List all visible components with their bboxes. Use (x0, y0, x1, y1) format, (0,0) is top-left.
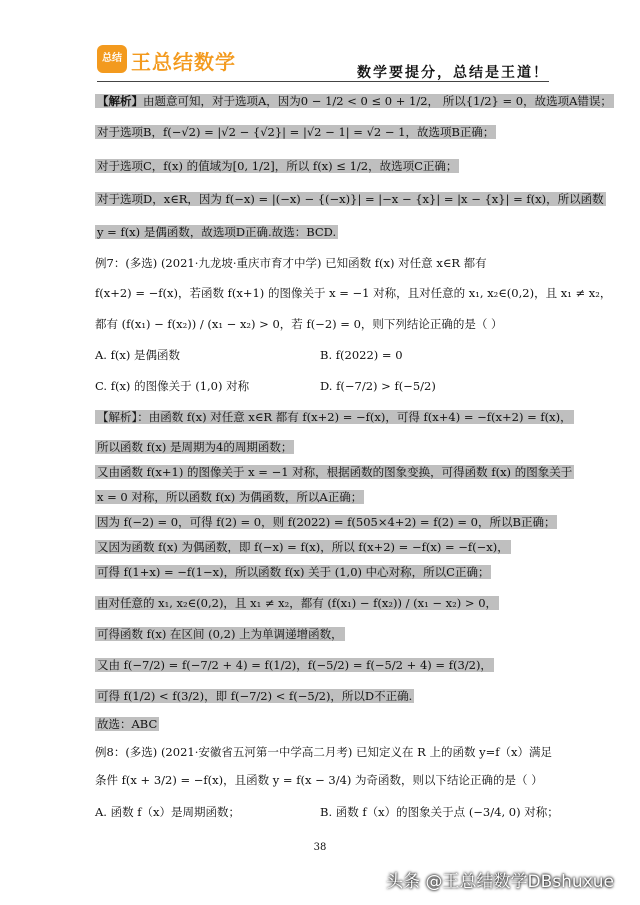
solution7-line-6 (95, 535, 511, 559)
solution-text: 由题意可知，对于选项A，因为0 − 1/2 < 0 ≤ 0 + 1/2， 所以{1/2} = 0，故选项A错误； (143, 94, 612, 108)
solution7-line-10 (95, 653, 494, 677)
solution-a-line-4 (95, 187, 606, 211)
example7-option-c: C. f(x) 的图像关于 (1,0) 对称 (95, 379, 250, 393)
solution7-line-4 (95, 485, 364, 509)
brand-name: 王总结数学 (131, 50, 236, 74)
solution-text: 对于选项B，f(−√2) = |√2 − {√2}| = |√2 − 1| = √2 − 1，故选项B正确； (97, 125, 495, 139)
solution-text: 对于选项C，f(x) 的值域为[0, 1/2]，所以 f(x) ≤ 1/2，故选项C正确； (97, 159, 458, 173)
solution-text: 因为 f(−2) = 0，可得 f(2) = 0，则 f(2022) = f(505×4+2) = f(2) = 0，所以B正确； (97, 515, 556, 529)
solution7-line-7 (95, 560, 491, 584)
solution7-line-12 (95, 712, 159, 736)
page-header (97, 40, 549, 82)
solution-text: 所以函数 f(x) 是周期为4的周期函数； (97, 440, 293, 454)
example7-condition-1: f(x+2) = −f(x)，若函数 f(x+1) 的图像关于 x = −1 对称，且对任意的 x₁, x₂∈(0,2)，且 x₁ ≠ x₂， (95, 286, 612, 300)
example8-option-b: B. 函数 f（x）的图象关于点 (−3/4, 0) 对称； (320, 805, 559, 819)
solution-text: 可得 f(1/2) < f(3/2)，即 f(−7/2) < f(−5/2)，所以D不正确. (97, 689, 413, 703)
solution-text: 对于选项D，x∈R，因为 f(−x) = |(−x) − {(−x)}| = |−x − {x}| = |x − {x}| = f(x)，所以函数 (97, 192, 604, 206)
solution7-line-2 (95, 435, 294, 459)
solution-text: 又由函数 f(x+1) 的图像关于 x = −1 对称，根据函数的图象变换，可得函数 f(x) 的图象关于 (97, 465, 573, 479)
example7-option-a: A. f(x) 是偶函数 (95, 348, 180, 362)
header-slogan: 数学要提分，总结是王道！ (357, 65, 549, 81)
solution-text: x = 0 对称，所以函数 f(x) 为偶函数，所以A正确； (97, 490, 363, 504)
solution-text: 又因为函数 f(x) 为偶函数，即 f(−x) = f(x)，所以 f(x+2) = −f(x) = −f(−x)， (97, 540, 509, 554)
solution-text: 由对任意的 x₁, x₂∈(0,2)，且 x₁ ≠ x₂，都有 (f(x₁) − f(x₂)) / (x₁ − x₂) > 0， (97, 596, 498, 610)
solution7-line-9 (95, 622, 345, 646)
solution-text: 【解析】：由函数 f(x) 对任意 x∈R 都有 f(x+2) = −f(x)，可得 f(x+4) = −f(x+2) = f(x)， (97, 410, 572, 424)
example7-condition-2: 都有 (f(x₁) − f(x₂)) / (x₁ − x₂) > 0，若 f(−2) = 0，则下列结论正确的是（ ） (95, 317, 503, 331)
solution7-line-3 (95, 460, 574, 484)
solution-text: 可得函数 f(x) 在区间 (0,2) 上为单调递增函数， (97, 627, 343, 641)
example8-option-a: A. 函数 f（x）是周期函数； (95, 805, 241, 819)
solution-text: 故选：ABC (97, 717, 158, 731)
example7-intro: 例7：(多选) (2021·九龙坡·重庆市育才中学) 已知函数 f(x) 对任意 x∈R 都有 (95, 256, 487, 270)
example8-condition: 条件 f(x + 3/2) = −f(x)，且函数 y = f(x − 3/4) 为奇函数，则以下结论正确的是（ ） (95, 773, 543, 787)
solution7-line-8 (95, 591, 499, 615)
solution-text: 又由 f(−7/2) = f(−7/2 + 4) = f(1/2)，f(−5/2) = f(−5/2 + 4) = f(3/2)， (97, 658, 492, 672)
solution7-line-5 (95, 510, 557, 534)
watermark: 头条 @王总结数学DBshuxue (386, 872, 614, 892)
solution-a-line-3 (95, 154, 459, 178)
solution-text: y = f(x) 是偶函数，故选项D正确.故选：BCD. (97, 225, 337, 239)
header-divider (97, 81, 549, 82)
example7-option-b: B. f(2022) = 0 (320, 348, 403, 362)
page-number: 38 (313, 842, 327, 853)
solution-label: 【解析】 (97, 94, 143, 108)
example7-option-d: D. f(−7/2) > f(−5/2) (320, 379, 436, 393)
solution7-line-11 (95, 684, 414, 708)
brand-logo: 总结 (97, 45, 127, 73)
solution7-line-1 (95, 405, 574, 429)
solution-a-line-5 (95, 220, 338, 244)
solution-text: 可得 f(1+x) = −f(1−x)，所以函数 f(x) 关于 (1,0) 中心对称，所以C正确； (97, 565, 490, 579)
solution-a-line-1 (95, 89, 614, 113)
example8-intro: 例8：(多选) (2021·安徽省五河第一中学高二月考) 已知定义在 R 上的函数 y=f（x）满足 (95, 745, 552, 759)
solution-a-line-2 (95, 120, 496, 144)
